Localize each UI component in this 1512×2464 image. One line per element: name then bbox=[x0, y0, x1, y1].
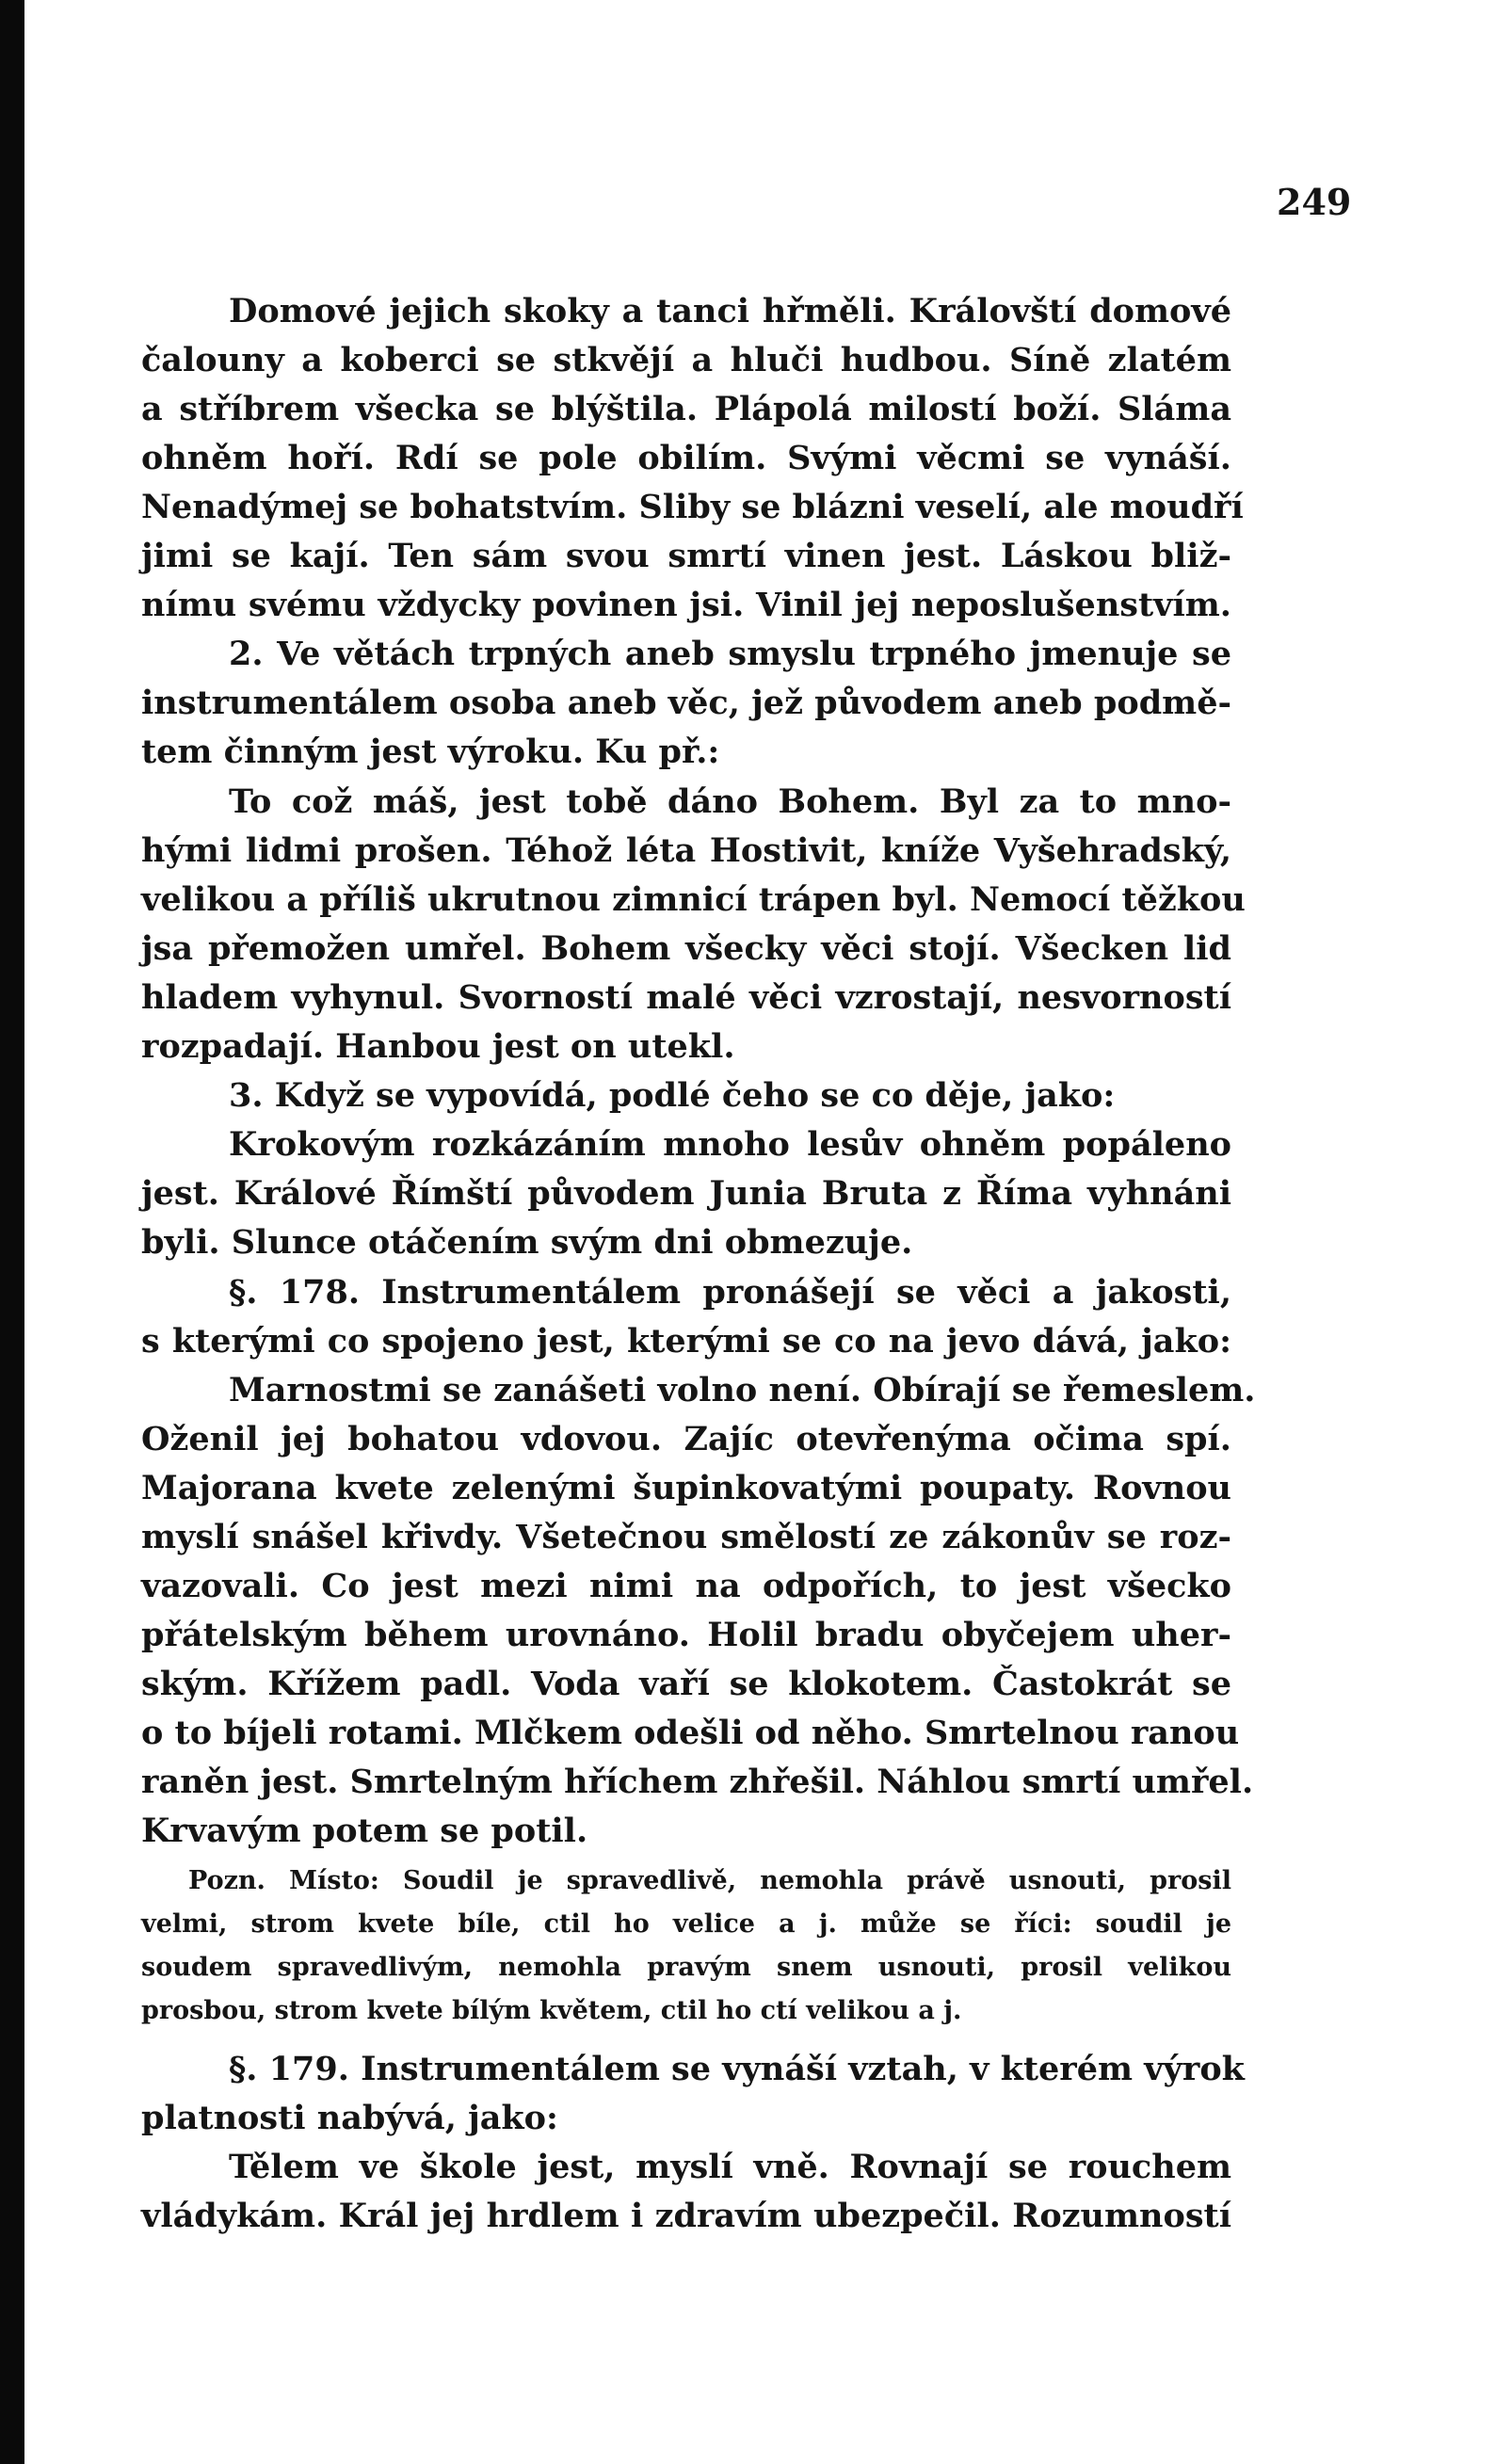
text-line: platnosti nabývá, jako: bbox=[141, 2099, 558, 2137]
text-line: raněn jest. Smrtelným hříchem zhřešil. Náhlou smrtí umřel. bbox=[141, 1763, 1254, 1801]
text-line: hými lidmi prošen. Téhož léta Hostivit, kníže Vyšehradský, bbox=[141, 831, 1231, 870]
text-line: Krvavým potem se potil. bbox=[141, 1812, 588, 1850]
text-line: o to bíjeli rotami. Mlčkem odešli od něho. Smrtelnou ranou bbox=[141, 1714, 1240, 1752]
footnote-line: soudem spravedlivým, nemohla pravým snem usnouti, prosil velikou bbox=[141, 1953, 1231, 1982]
text-line: vládykám. Král jej hrdlem i zdravím ubezpečil. Rozumností bbox=[141, 2197, 1231, 2235]
text-line: Marnostmi se zanášeti volno není. Obírají se řemeslem. bbox=[229, 1371, 1256, 1409]
text-line: velikou a příliš ukrutnou zimnicí trápen byl. Nemocí těžkou bbox=[141, 880, 1246, 919]
text-line: vazovali. Co jest mezi nimi na odpořích, to jest všecko bbox=[141, 1567, 1231, 1605]
text-line: ským. Křížem padl. Voda vaří se klokotem. Častokrát se bbox=[141, 1665, 1231, 1703]
text-line: přátelským během urovnáno. Holil bradu obyčejem uher- bbox=[141, 1616, 1231, 1654]
text-line: Oženil jej bohatou vdovou. Zajíc otevřenýma očima spí. bbox=[141, 1420, 1231, 1458]
text-line: a stříbrem všecka se blýštila. Plápolá milostí boží. Sláma bbox=[141, 390, 1231, 428]
text-line: 2. Ve větách trpných aneb smyslu trpného jmenuje se bbox=[229, 635, 1231, 673]
text-line: rozpadají. Hanbou jest on utekl. bbox=[141, 1027, 735, 1066]
text-line: jsa přemožen umřel. Bohem všecky věci stojí. Všecken lid bbox=[141, 929, 1231, 968]
footnote-line: prosbou, strom kvete bílým květem, ctil ho ctí velikou a j. bbox=[141, 1996, 962, 2025]
text-line: čalouny a koberci se stkvějí a hluči hudbou. Síně zlatém bbox=[141, 341, 1231, 379]
scan-border bbox=[0, 0, 24, 2464]
text-line: byli. Slunce otáčením svým dni obmezuje. bbox=[141, 1223, 913, 1262]
page-number: 249 bbox=[1277, 181, 1352, 223]
text-line: §. 179. Instrumentálem se vynáší vztah, v kterém výrok bbox=[229, 2050, 1245, 2088]
text-line: s kterými co spojeno jest, kterými se co na jevo dává, jako: bbox=[141, 1322, 1231, 1361]
text-line: §. 178. Instrumentálem pronášejí se věci a jakosti, bbox=[229, 1273, 1231, 1312]
text-line: Majorana kvete zelenými šupinkovatými poupaty. Rovnou bbox=[141, 1469, 1231, 1507]
text-line: nímu svému vždycky povinen jsi. Vinil jej neposlušenstvím. bbox=[141, 586, 1231, 624]
text-line: To což máš, jest tobě dáno Bohem. Byl za to mno- bbox=[229, 782, 1231, 821]
text-line: ohněm hoří. Rdí se pole obilím. Svými věcmi se vynáší. bbox=[141, 439, 1231, 477]
text-line: 3. Když se vypovídá, podlé čeho se co děje, jako: bbox=[229, 1076, 1116, 1115]
text-line: myslí snášel křivdy. Všetečnou smělostí ze zákonův se roz- bbox=[141, 1518, 1231, 1556]
text-line: jest. Králové Římští původem Junia Bruta z Říma vyhnáni bbox=[141, 1174, 1231, 1213]
text-line: Tělem ve škole jest, myslí vně. Rovnají se rouchem bbox=[229, 2148, 1231, 2186]
text-line: Krokovým rozkázáním mnoho lesův ohněm popáleno bbox=[229, 1125, 1231, 1164]
text-line: instrumentálem osoba aneb věc, jež původem aneb podmě- bbox=[141, 684, 1231, 722]
text-line: hladem vyhynul. Svorností malé věci vzrostají, nesvorností bbox=[141, 978, 1231, 1017]
text-line: tem činným jest výroku. Ku př.: bbox=[141, 733, 720, 771]
text-line: jimi se kají. Ten sám svou smrtí vinen jest. Láskou bliž- bbox=[141, 537, 1231, 575]
text-line: Nenadýmej se bohatstvím. Sliby se blázni veselí, ale moudří bbox=[141, 488, 1244, 526]
text-line: Domové jejich skoky a tanci hřměli. Královští domové bbox=[229, 292, 1231, 330]
footnote-line: velmi, strom kvete bíle, ctil ho velice a j. může se říci: soudil je bbox=[141, 1909, 1231, 1939]
footnote-line: Pozn. Místo: Soudil je spravedlivě, nemohla právě usnouti, prosil bbox=[188, 1866, 1231, 1895]
